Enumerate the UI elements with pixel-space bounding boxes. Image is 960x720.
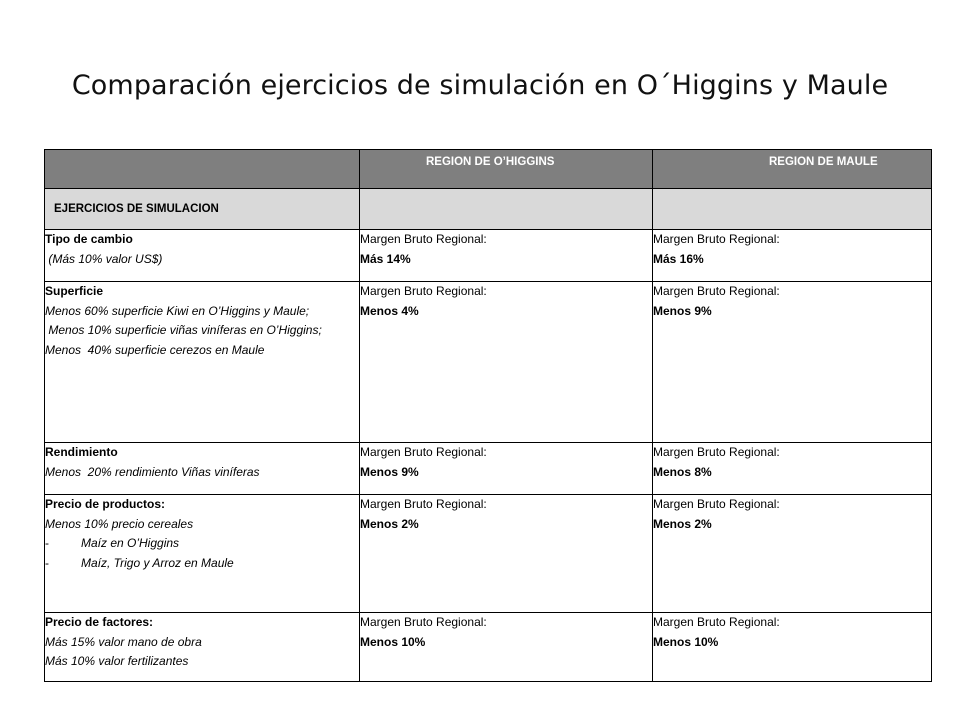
- result-label: Margen Bruto Regional:: [360, 232, 487, 246]
- result-label: Margen Bruto Regional:: [653, 284, 780, 298]
- result-label: Margen Bruto Regional:: [360, 284, 487, 298]
- simulation-table: [44, 149, 932, 682]
- header-empty-cell: [45, 150, 360, 189]
- condition-cell: [45, 495, 360, 613]
- result-label: Margen Bruto Regional:: [653, 445, 780, 459]
- result-label: Margen Bruto Regional:: [360, 497, 487, 511]
- header-maule: [653, 150, 932, 189]
- result-value: Menos 10%: [653, 634, 719, 649]
- condition-cell: [45, 613, 360, 682]
- table-row: [45, 443, 932, 495]
- condition-title: Tipo de cambio: [45, 232, 133, 246]
- band-empty-cell: [360, 189, 653, 230]
- header-ohiggins-label: REGION DE O’HIGGINS: [426, 156, 555, 168]
- condition-line: Menos 60% superficie Kiwi en O’Higgins y Maule;: [45, 303, 310, 318]
- band-empty-cell: [653, 189, 932, 230]
- condition-item-text: Maíz, Trigo y Arroz en Maule: [81, 555, 234, 570]
- condition-cell: [45, 443, 360, 495]
- band-row: [45, 189, 932, 230]
- result-cell-ohiggins: [360, 230, 653, 282]
- result-value: Más 14%: [360, 251, 411, 266]
- bullet-dash: -: [45, 555, 49, 570]
- table-row: [45, 495, 932, 613]
- slide-title: Comparación ejercicios de simulación en O´Higgins y Maule: [71, 70, 889, 101]
- result-label: Margen Bruto Regional:: [653, 232, 780, 246]
- result-cell-maule: [653, 230, 932, 282]
- condition-line: Menos 20% rendimiento Viñas viníferas: [45, 464, 260, 479]
- condition-line: (Más 10% valor US$): [45, 251, 163, 266]
- result-label: Margen Bruto Regional:: [653, 615, 780, 629]
- condition-cell: [45, 282, 360, 443]
- condition-line: Más 15% valor mano de obra: [45, 634, 202, 649]
- result-cell-ohiggins: [360, 495, 653, 613]
- result-value: Menos 8%: [653, 464, 712, 479]
- result-value: Menos 10%: [360, 634, 426, 649]
- result-cell-maule: [653, 613, 932, 682]
- result-cell-ohiggins: [360, 613, 653, 682]
- result-cell-maule: [653, 282, 932, 443]
- header-maule-label: REGION DE MAULE: [769, 156, 878, 168]
- result-label: Margen Bruto Regional:: [360, 615, 487, 629]
- condition-line: Menos 10% precio cereales: [45, 516, 194, 531]
- header-row: [45, 150, 932, 189]
- condition-item: [45, 554, 359, 574]
- result-value: Menos 2%: [653, 516, 712, 531]
- table-row: [45, 230, 932, 282]
- bullet-dash: -: [45, 536, 49, 550]
- result-cell-ohiggins: [360, 443, 653, 495]
- condition-item-text: Maíz en O’Higgins: [81, 536, 180, 550]
- header-ohiggins: [360, 150, 653, 189]
- condition-title: Precio de productos:: [45, 497, 166, 511]
- result-value: Más 16%: [653, 251, 704, 266]
- condition-title: Rendimiento: [45, 445, 118, 459]
- condition-item: [45, 534, 359, 554]
- result-cell-ohiggins: [360, 282, 653, 443]
- condition-cell: [45, 230, 360, 282]
- result-value: Menos 2%: [360, 516, 419, 531]
- condition-title: Precio de factores:: [45, 615, 154, 629]
- condition-line: Menos 40% superficie cerezos en Maule: [45, 342, 265, 357]
- band-label: EJERCICIOS DE SIMULACION: [45, 189, 360, 230]
- condition-line: Más 10% valor fertilizantes: [45, 654, 189, 668]
- result-cell-maule: [653, 443, 932, 495]
- result-value: Menos 9%: [360, 464, 419, 479]
- table-row: [45, 282, 932, 443]
- result-label: Margen Bruto Regional:: [653, 497, 780, 511]
- result-value: Menos 4%: [360, 303, 419, 318]
- condition-line: Menos 10% superficie viñas viníferas en O’Higgins;: [45, 323, 322, 337]
- result-label: Margen Bruto Regional:: [360, 445, 487, 459]
- result-value: Menos 9%: [653, 303, 712, 318]
- table-row: [45, 613, 932, 682]
- result-cell-maule: [653, 495, 932, 613]
- condition-title: Superficie: [45, 284, 104, 298]
